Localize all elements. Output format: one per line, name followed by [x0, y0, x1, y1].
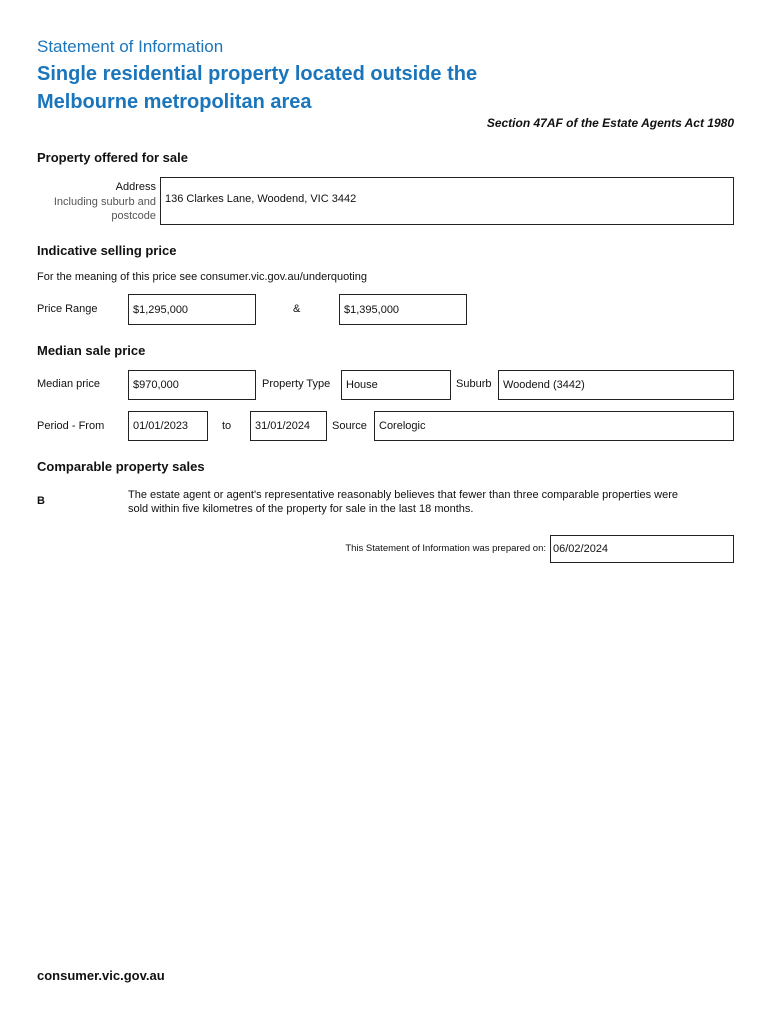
underquoting-note: For the meaning of this price see consumer.vic.gov.au/underquoting: [37, 271, 367, 283]
property-type-value: House: [346, 379, 378, 391]
comparable-statement: [128, 488, 738, 516]
period-from-field[interactable]: [128, 411, 208, 441]
property-section-title: Property offered for sale: [37, 150, 188, 165]
address-value: 136 Clarkes Lane, Woodend, VIC 3442: [165, 193, 357, 205]
document-subtitle: Statement of Information: [37, 37, 224, 56]
address-sublabel-1: Including suburb and: [53, 195, 156, 208]
period-to-label: to: [222, 420, 232, 432]
suburb-value: Woodend (3442): [503, 379, 585, 391]
price-high-field[interactable]: [339, 294, 467, 325]
prepared-date-value: 06/02/2024: [553, 543, 609, 555]
price-range-label: Price Range: [37, 303, 98, 315]
price-low-value: $1,295,000: [133, 303, 189, 316]
address-label: Address: [115, 181, 156, 193]
address-sublabel-2: postcode: [111, 210, 156, 222]
price-high-value: $1,395,000: [344, 303, 400, 316]
ampersand-label: &: [293, 303, 301, 315]
median-price-label: Median price: [37, 378, 100, 390]
document-title-line1: Single residential property located outside the: [37, 63, 478, 85]
period-from-label: Period - From: [37, 420, 105, 432]
period-from-value: 01/01/2023: [133, 420, 189, 432]
property-type-field[interactable]: [341, 370, 451, 400]
document-title-line2: Melbourne metropolitan area: [37, 91, 312, 113]
act-reference: Section 47AF of the Estate Agents Act 1980: [486, 116, 734, 130]
prepared-date-field[interactable]: [550, 535, 734, 563]
comparable-option: B: [37, 495, 45, 507]
period-to-field[interactable]: [250, 411, 327, 441]
comparable-text-line1: The estate agent or agent's representative reasonably believes that fewer than three comparable properties were: [128, 489, 678, 501]
median-section-title: Median sale price: [37, 343, 146, 358]
median-price-value: $970,000: [133, 379, 179, 391]
source-field[interactable]: [374, 411, 734, 441]
footer-url: consumer.vic.gov.au: [37, 968, 165, 983]
source-value: Corelogic: [379, 420, 426, 432]
property-type-label: Property Type: [262, 378, 331, 390]
address-field[interactable]: [160, 177, 734, 225]
source-label: Source: [332, 420, 367, 432]
address-label-block: [30, 180, 156, 224]
comparable-text-line2: sold within five kilometres of the property for sale in the last 18 months.: [128, 503, 474, 515]
suburb-label: Suburb: [456, 378, 492, 390]
suburb-field[interactable]: [498, 370, 734, 400]
indicative-section-title: Indicative selling price: [37, 243, 177, 258]
price-low-field[interactable]: [128, 294, 256, 325]
period-to-value: 31/01/2024: [255, 420, 311, 432]
median-price-field[interactable]: [128, 370, 256, 400]
comparable-section-title: Comparable property sales: [37, 459, 205, 474]
prepared-on-label: This Statement of Information was prepared on:: [345, 543, 546, 554]
